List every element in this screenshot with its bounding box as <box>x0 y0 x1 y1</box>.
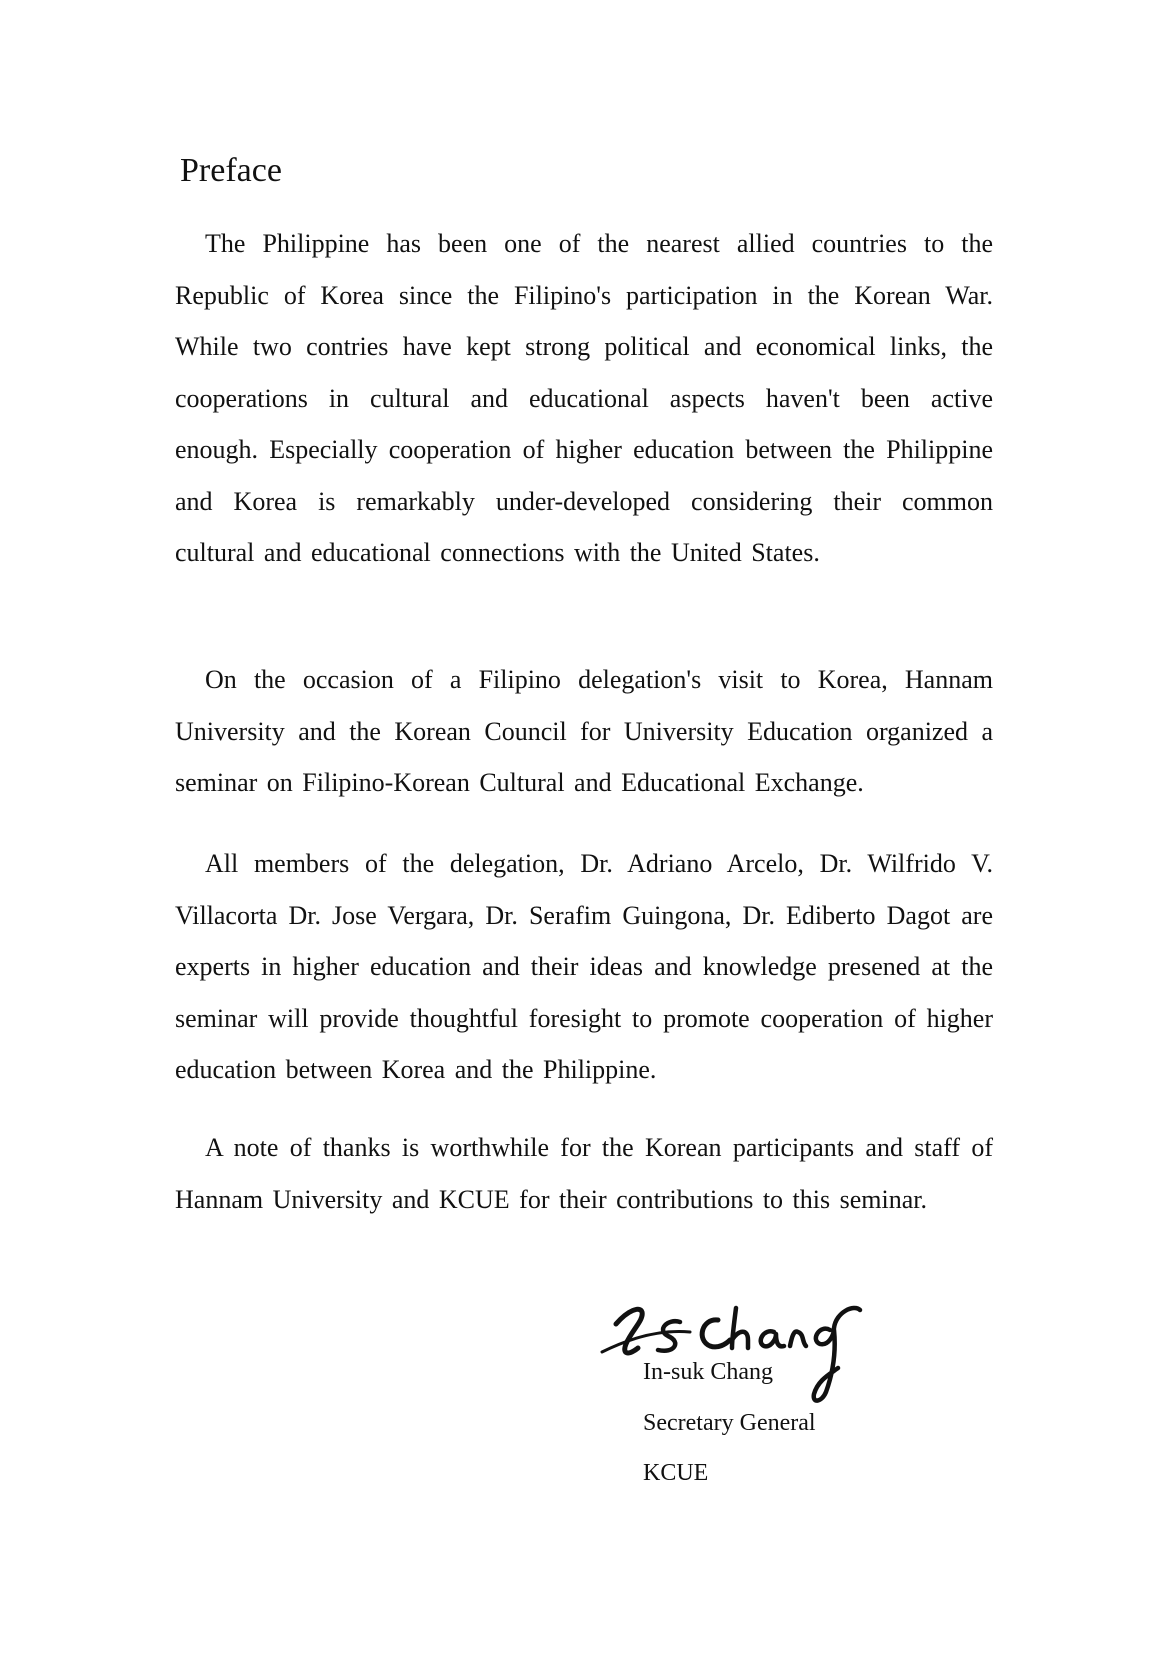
signatory-organization: KCUE <box>643 1460 709 1486</box>
signatory-role: Secretary General <box>643 1410 816 1436</box>
signature-block <box>608 1300 928 1500</box>
page-title: Preface <box>180 152 282 189</box>
signatory-name: In-suk Chang <box>643 1359 773 1385</box>
handwritten-signature <box>598 1300 888 1410</box>
paragraph-thanks: A note of thanks is worthwhile for the Korean participants and staff of Hannam University and KCUE for their contributions to this seminar. <box>175 1133 993 1214</box>
paragraph-seminar: On the occasion of a Filipino delegation's visit to Korea, Hannam University and the Korean Council for University Education organized a seminar on Filipino-Korean Cultural and Educational Exchange. <box>175 665 993 797</box>
paragraph-delegation: All members of the delegation, Dr. Adriano Arcelo, Dr. Wilfrido V. Villacorta Dr. Jose Vergara, Dr. Serafim Guingona, Dr. Ediberto Dagot are experts in higher education and their ideas and knowledge presened at the seminar will provide thoughtful foresight to promote cooperation of higher education between Korea and the Philippine. <box>175 849 993 1084</box>
paragraph-intro: The Philippine has been one of the nearest allied countries to the Republic of Korea since the Filipino's participation in the Korean War. While two contries have kept strong political and economical links, the cooperations in cultural and educational aspects haven't been active enough. Especially cooperation of higher education between the Philippine and Korea is remarkably under-developed considering their common cultural and educational connections with the United States. <box>175 229 993 567</box>
